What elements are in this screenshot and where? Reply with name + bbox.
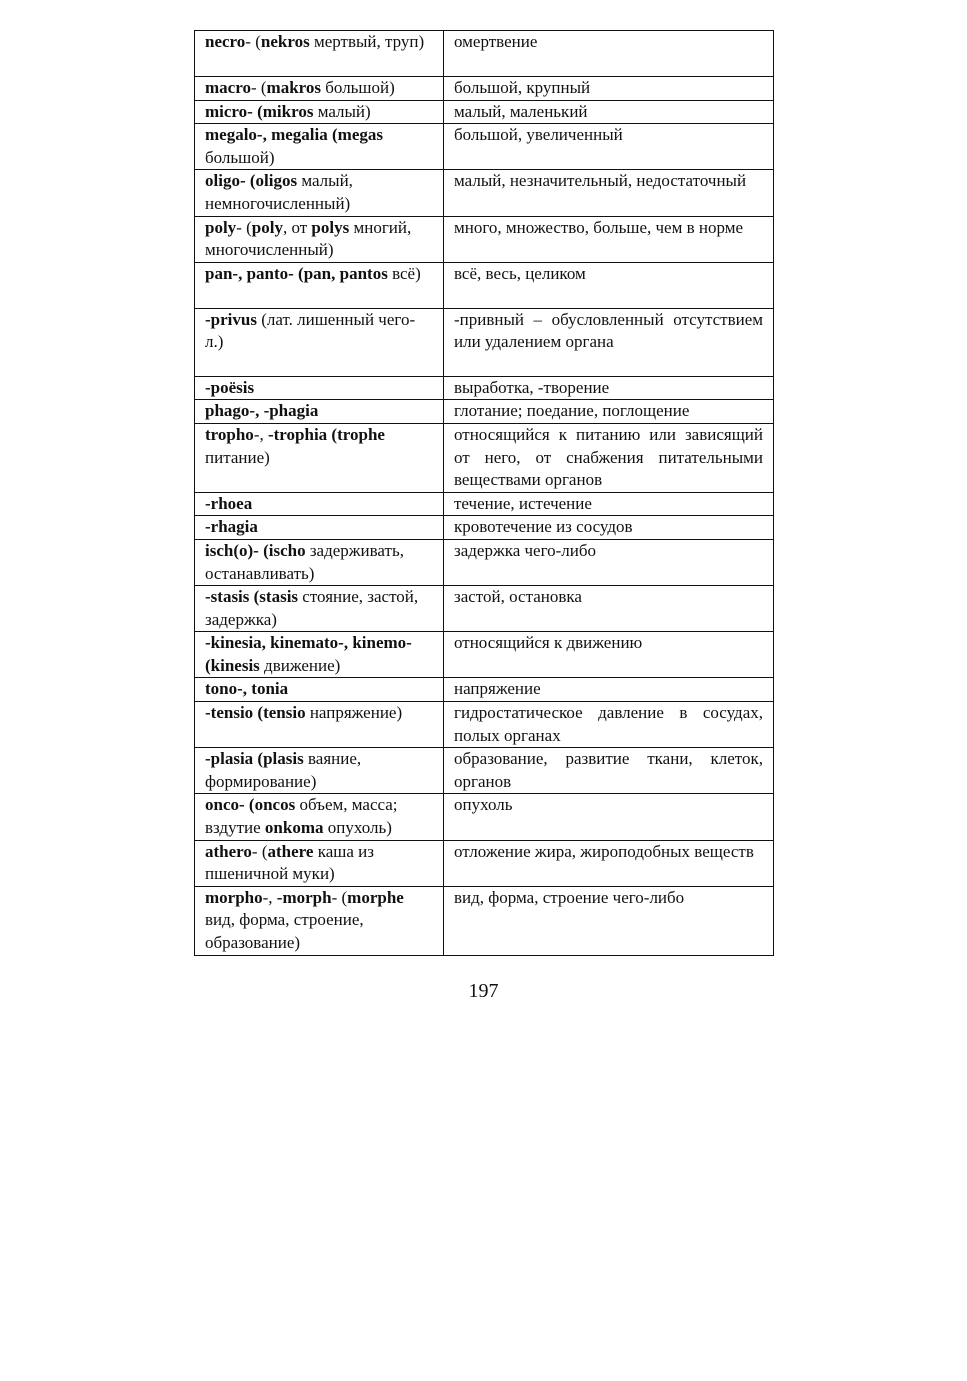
table-row <box>195 77 774 101</box>
term-text: многий, многочисленный) <box>205 217 412 260</box>
term-bold-text: -trophia (trophe <box>267 424 385 444</box>
term-bold-text: -privus <box>205 309 257 329</box>
meaning-cell: много, множество, больше, чем в норме <box>444 216 774 262</box>
meaning-cell: большой, крупный <box>444 77 774 101</box>
term-cell <box>195 31 444 77</box>
table-row <box>195 632 774 678</box>
table-row <box>195 31 774 77</box>
term-bold-text: -morph <box>276 887 332 907</box>
table-row <box>195 124 774 170</box>
term-text: напряжение) <box>305 703 403 723</box>
term-bold-text: isch(o)- (ischo <box>205 540 306 560</box>
term-cell <box>195 794 444 840</box>
term-bold-text: -rhagia <box>205 517 258 537</box>
term-text: каша из пшеничной муки) <box>205 841 374 884</box>
term-bold-text: onkoma <box>264 818 324 838</box>
meaning-cell: задержка чего-либо <box>444 539 774 585</box>
term-bold-text: athero <box>205 841 252 861</box>
term-bold-text: tono-, tonia <box>205 679 289 699</box>
table-row <box>195 702 774 748</box>
term-text: ваяние, формирование) <box>205 749 362 791</box>
term-bold-text: -poësis <box>205 377 255 397</box>
table-row <box>195 400 774 424</box>
term-bold-text: -stasis (stasis <box>205 587 299 607</box>
meaning-cell: образование, развитие ткани, клеток, органов <box>444 748 774 794</box>
term-text: мертвый, труп) <box>309 32 425 51</box>
term-text: большой) <box>205 147 275 167</box>
term-cell <box>195 216 444 262</box>
term-cell <box>195 170 444 216</box>
term-bold-text: onco- (oncos <box>205 795 296 815</box>
meaning-cell: относящийся к движению <box>444 632 774 678</box>
term-bold-text: oligo- (oligos <box>205 171 298 191</box>
term-text: малый, немногочисленный) <box>205 171 353 213</box>
term-bold-text: athere <box>267 841 314 861</box>
term-text: стояние, застой, задержка) <box>205 587 419 629</box>
term-cell <box>195 124 444 170</box>
term-text: вид, форма, строение, образование) <box>205 910 364 952</box>
table-row <box>195 886 774 955</box>
term-bold-text: polys <box>311 217 350 237</box>
term-bold-text: makros <box>266 78 322 97</box>
meaning-cell: опухоль <box>444 794 774 840</box>
term-text: опухоль) <box>323 818 392 838</box>
meaning-cell: относящийся к питанию или зависящий от него, от снабжения питательными веществами органов <box>444 423 774 492</box>
table-row <box>195 100 774 124</box>
meaning-cell: омертвение <box>444 31 774 77</box>
term-cell <box>195 308 444 376</box>
meaning-cell: отложение жира, жироподобных веществ <box>444 840 774 886</box>
meaning-cell: кровотечение из сосудов <box>444 516 774 540</box>
term-bold-text: morpho <box>205 887 263 907</box>
term-text: малый) <box>313 101 371 121</box>
term-text: - ( <box>245 32 261 51</box>
term-text: -, <box>253 424 268 444</box>
term-text: (лат. лишенный чего-л.) <box>205 309 416 352</box>
term-cell <box>195 423 444 492</box>
term-bold-text: macro <box>205 78 251 97</box>
term-text: большой) <box>321 78 395 97</box>
table-row <box>195 170 774 216</box>
term-text: питание) <box>205 447 270 467</box>
term-text: - ( <box>331 887 348 907</box>
table-row <box>195 840 774 886</box>
term-bold-text: -tensio (tensio <box>205 703 306 723</box>
term-text: движение) <box>259 655 341 675</box>
term-cell <box>195 678 444 702</box>
meaning-cell: вид, форма, строение чего-либо <box>444 886 774 955</box>
meaning-cell: напряжение <box>444 678 774 702</box>
term-cell <box>195 376 444 400</box>
terms-table <box>194 30 774 956</box>
table-row <box>195 423 774 492</box>
term-bold-text: phago-, -phagia <box>205 401 319 421</box>
term-cell <box>195 840 444 886</box>
table-row <box>195 492 774 516</box>
term-cell <box>195 748 444 794</box>
term-cell <box>195 539 444 585</box>
term-cell <box>195 702 444 748</box>
term-cell <box>195 400 444 424</box>
term-bold-text: poly <box>205 217 237 237</box>
term-cell <box>195 586 444 632</box>
page-number: 197 <box>468 980 499 1002</box>
term-bold-text: pan-, panto- (pan, pantos <box>205 263 388 283</box>
term-text: , от <box>282 217 312 237</box>
term-cell <box>195 100 444 124</box>
term-cell <box>195 492 444 516</box>
table-row <box>195 539 774 585</box>
term-text: -, <box>262 887 277 907</box>
terms-table-body <box>195 31 774 956</box>
term-bold-text: megalo-, megalia (megas <box>205 125 383 145</box>
term-text: - ( <box>236 217 252 237</box>
term-bold-text: -plasia (plasis <box>205 749 304 769</box>
term-text: - ( <box>250 78 267 97</box>
table-row <box>195 748 774 794</box>
meaning-cell: выработка, -творение <box>444 376 774 400</box>
term-bold-text: -kinesia, kinemato-, kinemo- (kinesis <box>205 633 412 675</box>
meaning-cell: всё, весь, целиком <box>444 262 774 308</box>
meaning-cell: глотание; поедание, поглощение <box>444 400 774 424</box>
term-cell <box>195 886 444 955</box>
table-row <box>195 586 774 632</box>
term-text: - ( <box>251 841 268 861</box>
table-row <box>195 678 774 702</box>
table-row <box>195 516 774 540</box>
term-cell <box>195 262 444 308</box>
meaning-cell: большой, увеличенный <box>444 124 774 170</box>
meaning-cell: течение, истечение <box>444 492 774 516</box>
term-bold-text: micro- (mikros <box>205 101 314 121</box>
term-bold-text: -rhoea <box>205 493 253 513</box>
term-bold-text: necro <box>205 32 246 51</box>
term-bold-text: nekros <box>260 32 310 51</box>
table-row <box>195 216 774 262</box>
meaning-cell: гидростатическое давление в сосудах, полых органах <box>444 702 774 748</box>
table-row <box>195 262 774 308</box>
term-text: всё) <box>387 263 421 283</box>
meaning-cell: малый, незначительный, недостаточный <box>444 170 774 216</box>
table-row <box>195 794 774 840</box>
term-bold-text: morphe <box>347 887 404 907</box>
meaning-cell: застой, остановка <box>444 586 774 632</box>
term-cell <box>195 516 444 540</box>
meaning-cell: -привный – обусловленный отсутствием или удалением органа <box>444 308 774 376</box>
term-text: задерживать, останавливать) <box>205 540 404 583</box>
term-cell <box>195 77 444 101</box>
term-text: объем, масса; вздутие <box>205 795 398 838</box>
meaning-cell: малый, маленький <box>444 100 774 124</box>
term-cell <box>195 632 444 678</box>
table-row <box>195 308 774 376</box>
term-bold-text: poly <box>251 217 283 237</box>
term-bold-text: tropho <box>205 424 254 444</box>
table-row <box>195 376 774 400</box>
